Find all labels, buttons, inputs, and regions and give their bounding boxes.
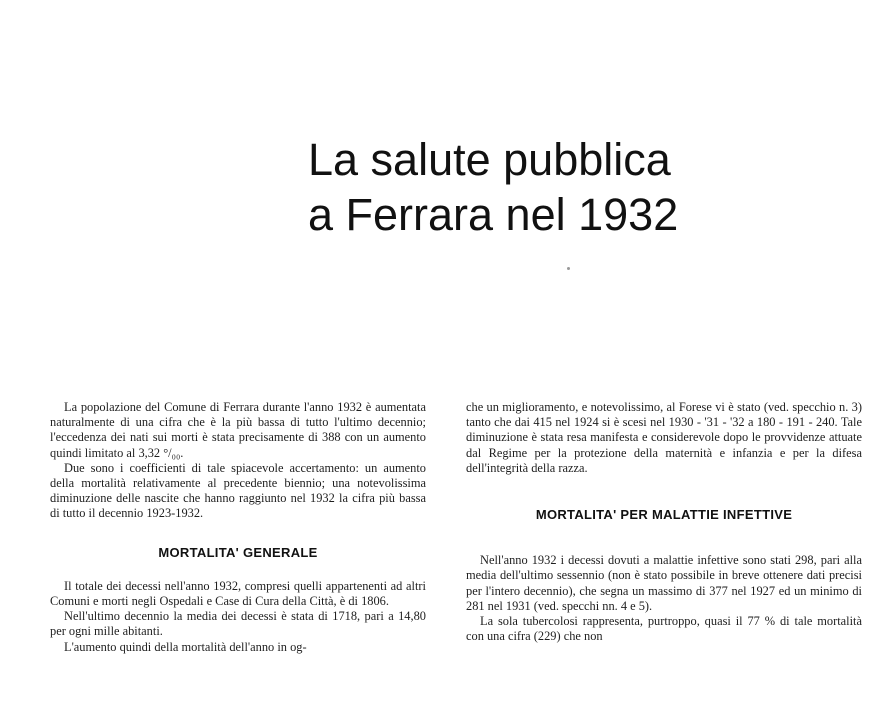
- paragraph: La sola tubercolosi rappresenta, purtroppo, quasi il 77 % di tale mortalità con una cifra (229) che non: [466, 614, 862, 644]
- paragraph: Due sono i coefficienti di tale spiacevole accertamento: un aumento della mortalità relativamente al precedente biennio; una notevolissima diminuzione delle nascite che hanno raggiunto nel 1932 la cifra più bassa di tutto il decennio 1923-1932.: [50, 460, 426, 521]
- print-speck: [567, 267, 570, 270]
- paragraph: Il totale dei decessi nell'anno 1932, compresi quelli appartenenti ad altri Comuni e morti negli Ospedali e Case di Cura della Città, è di 1806.: [50, 578, 426, 609]
- title-line-2: a Ferrara nel 1932: [308, 189, 679, 240]
- paragraph: Nell'anno 1932 i decessi dovuti a malattie infettive sono stati 298, pari alla media dell'ultimo sessennio (non è stato possibile in breve ottenere dati precisi per l'intero decennio), che segna un massimo di 377 nel 1927 ed un minimo di 281 nel 1931 (ved. specchi nn. 4 e 5).: [466, 553, 862, 613]
- paragraph: Nell'ultimo decennio la media dei decessi è stata di 1718, pari a 14,80 per ogni mille abitanti.: [50, 609, 426, 639]
- left-column: [50, 400, 426, 655]
- section-heading: MORTALITA' GENERALE: [158, 544, 318, 560]
- paragraph: L'aumento quindi della mortalità dell'anno in og-: [64, 639, 307, 654]
- right-column: [466, 400, 862, 644]
- title-line-1: La salute pubblica: [308, 134, 671, 185]
- section-heading: MORTALITA' PER MALATTIE INFETTIVE: [535, 507, 793, 523]
- paragraph: che un miglioramento, e notevolissimo, al Forese vi è stato (ved. specchio n. 3) tanto che dai 415 nel 1924 si è scesi nel 1930 - '31 - '32 a 180 - 191 - 240. Tale diminuzione è stata resa manifesta e considerevole dopo le provvidenze attuate dal Regime per la protezione della maternità e infanzia e per la difesa dell'integrità della razza.: [466, 400, 862, 475]
- article-title: [308, 132, 868, 242]
- paragraph: La popolazione del Comune di Ferrara durante l'anno 1932 è aumentata naturalmente di una cifra che è la più bassa di tutto l'ultimo decennio; l'eccedenza dei nati sui morti è stata precisamente di 388 con un aumento quindi limitato al 3,32 °/₀₀.: [50, 400, 426, 460]
